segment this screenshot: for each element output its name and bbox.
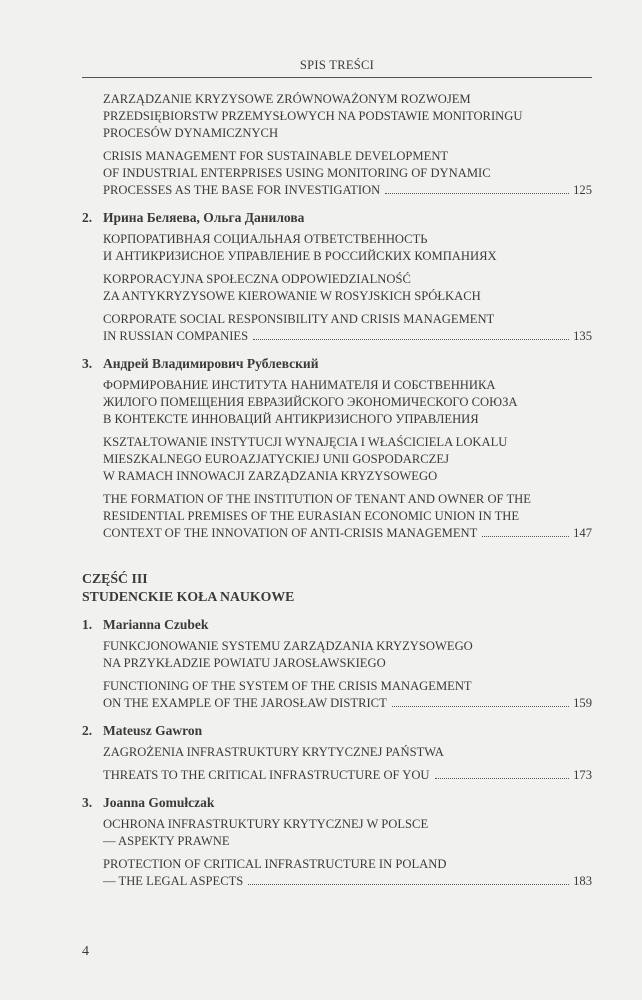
toc-line-text: KORPORACYJNA SPOŁECZNA ODPOWIEDZIALNOŚĆ xyxy=(103,272,411,286)
toc-author xyxy=(82,355,592,372)
author-name: Ирина Беляева, Ольга Данилова xyxy=(103,210,305,225)
author-name: Андрей Владимирович Рублевский xyxy=(103,356,319,371)
toc-author xyxy=(82,722,592,739)
table-of-contents xyxy=(82,91,592,896)
toc-line-text: THREATS TO THE CRITICAL INFRASTRUCTURE OF YOU xyxy=(103,768,430,782)
page-number: 4 xyxy=(82,944,89,959)
toc-line-text: ON THE EXAMPLE OF THE JAROSŁAW DISTRICT xyxy=(103,696,387,710)
toc-entry-title[interactable] xyxy=(103,148,592,199)
toc-page-number[interactable]: 125 xyxy=(573,183,592,197)
toc-line-text: CONTEXT OF THE INNOVATION OF ANTI-CRISIS MANAGEMENT xyxy=(103,526,478,540)
part-heading xyxy=(82,570,592,606)
dot-leader xyxy=(253,338,569,340)
author-name: Mateusz Gawron xyxy=(103,723,203,738)
toc-entry-title[interactable] xyxy=(103,311,592,345)
toc-entry-last-line[interactable] xyxy=(103,767,592,784)
dot-leader xyxy=(435,777,570,779)
dot-leader xyxy=(392,705,569,707)
toc-entry-translation xyxy=(103,271,592,305)
header-rule xyxy=(82,77,592,78)
toc-entry-title[interactable] xyxy=(103,767,592,784)
toc-line-text: KSZTAŁTOWANIE INSTYTUCJI WYNAJĘCIA I WŁAŚCICIELA LOKALU xyxy=(103,435,508,449)
toc-entry-translation xyxy=(103,231,592,265)
toc-line-text: PRZEDSIĘBIORSTW PRZEMYSŁOWYCH NA PODSTAWIE MONITORINGU xyxy=(103,109,523,123)
toc-page-number[interactable]: 135 xyxy=(573,329,592,343)
toc-entry-title[interactable] xyxy=(103,678,592,712)
author-number: 1. xyxy=(82,617,93,632)
toc-author xyxy=(82,616,592,633)
toc-line-text: FUNKCJONOWANIE SYSTEMU ZARZĄDZANIA KRYZYSOWEGO xyxy=(103,639,473,653)
toc-line-text: OCHRONA INFRASTRUKTURY KRYTYCZNEJ W POLSCE xyxy=(103,817,429,831)
toc-line-text: PROTECTION OF CRITICAL INFRASTRUCTURE IN POLAND xyxy=(103,857,447,871)
toc-entry-last-line[interactable] xyxy=(103,873,592,890)
toc-entry-translation xyxy=(103,638,592,672)
toc-line-text: ZAGROŻENIA INFRASTRUKTURY KRYTYCZNEJ PAŃSTWA xyxy=(103,745,444,759)
toc-line-text: ZA ANTYKRYZYSOWE KIEROWANIE W ROSYJSKICH SPÓŁKACH xyxy=(103,289,481,303)
toc-line-text: RESIDENTIAL PREMISES OF THE EURASIAN ECONOMIC UNION IN THE xyxy=(103,509,520,523)
author-name: Joanna Gomułczak xyxy=(103,795,215,810)
part-heading-line: CZĘŚĆ III xyxy=(82,571,148,586)
toc-author xyxy=(82,794,592,811)
dot-leader xyxy=(385,192,569,194)
toc-line-text: И АНТИКРИЗИСНОЕ УПРАВЛЕНИЕ В РОССИЙСКИХ КОМПАНИЯХ xyxy=(103,249,497,263)
author-number: 2. xyxy=(82,210,93,225)
toc-entry-last-line[interactable] xyxy=(103,328,592,345)
toc-line-text: CRISIS MANAGEMENT FOR SUSTAINABLE DEVELOPMENT xyxy=(103,149,449,163)
toc-entry-last-line[interactable] xyxy=(103,525,592,542)
toc-line-text: — THE LEGAL ASPECTS xyxy=(103,874,244,888)
toc-line-text: OF INDUSTRIAL ENTERPRISES USING MONITORING OF DYNAMIC xyxy=(103,166,491,180)
toc-line-text: ФОРМИРОВАНИЕ ИНСТИТУТА НАНИМАТЕЛЯ И СОБСТВЕННИКА xyxy=(103,378,496,392)
toc-line-text: FUNCTIONING OF THE SYSTEM OF THE CRISIS MANAGEMENT xyxy=(103,679,472,693)
author-number: 3. xyxy=(82,795,93,810)
toc-page-number[interactable]: 183 xyxy=(573,874,592,888)
running-header: SPIS TREŚCI xyxy=(299,58,375,72)
toc-line-text: W RAMACH INNOWACJI ZARZĄDZANIA KRYZYSOWEGO xyxy=(103,469,438,483)
toc-page-number[interactable]: 147 xyxy=(573,526,592,540)
toc-entry-last-line[interactable] xyxy=(103,695,592,712)
toc-line-text: — ASPEKTY PRAWNE xyxy=(103,834,230,848)
toc-line-text: PROCESSES AS THE BASE FOR INVESTIGATION xyxy=(103,183,381,197)
author-number: 3. xyxy=(82,356,93,371)
toc-line-text: ЖИЛОГО ПОМЕЩЕНИЯ ЕВРАЗИЙСКОГО ЭКОНОМИЧЕСКОГО СОЮЗА xyxy=(103,395,518,409)
toc-line-text: IN RUSSIAN COMPANIES xyxy=(103,329,249,343)
toc-line-text: В КОНТЕКСТЕ ИННОВАЦИЙ АНТИКРИЗИСНОГО УПРАВЛЕНИЯ xyxy=(103,412,479,426)
dot-leader xyxy=(248,883,569,885)
toc-line-text: MIESZKALNEGO EUROAZJATYCKIEJ UNII GOSPODARCZEJ xyxy=(103,452,449,466)
toc-entry-title[interactable] xyxy=(103,491,592,542)
author-name: Marianna Czubek xyxy=(103,617,209,632)
toc-line-text: PROCESÓW DYNAMICZNYCH xyxy=(103,126,279,140)
toc-author xyxy=(82,209,592,226)
author-number: 2. xyxy=(82,723,93,738)
dot-leader xyxy=(482,535,569,537)
toc-entry-translation xyxy=(103,377,592,428)
toc-page-number[interactable]: 173 xyxy=(573,768,592,782)
toc-line-text: THE FORMATION OF THE INSTITUTION OF TENANT AND OWNER OF THE xyxy=(103,492,531,506)
toc-entry-title[interactable] xyxy=(103,856,592,890)
toc-entry-last-line[interactable] xyxy=(103,182,592,199)
part-heading-line: STUDENCKIE KOŁA NAUKOWE xyxy=(82,589,295,604)
toc-line-text: NA PRZYKŁADZIE POWIATU JAROSŁAWSKIEGO xyxy=(103,656,386,670)
toc-entry-translation xyxy=(103,744,592,761)
toc-line-text: ZARZĄDZANIE KRYZYSOWE ZRÓWNOWAŻONYM ROZWOJEM xyxy=(103,92,471,106)
toc-entry-translation xyxy=(103,816,592,850)
toc-line-text: CORPORATE SOCIAL RESPONSIBILITY AND CRISIS MANAGEMENT xyxy=(103,312,495,326)
toc-entry-translation xyxy=(103,434,592,485)
toc-entry-translation xyxy=(103,91,592,142)
toc-line-text: КОРПОРАТИВНАЯ СОЦИАЛЬНАЯ ОТВЕТСТВЕННОСТЬ xyxy=(103,232,428,246)
toc-page-number[interactable]: 159 xyxy=(573,696,592,710)
